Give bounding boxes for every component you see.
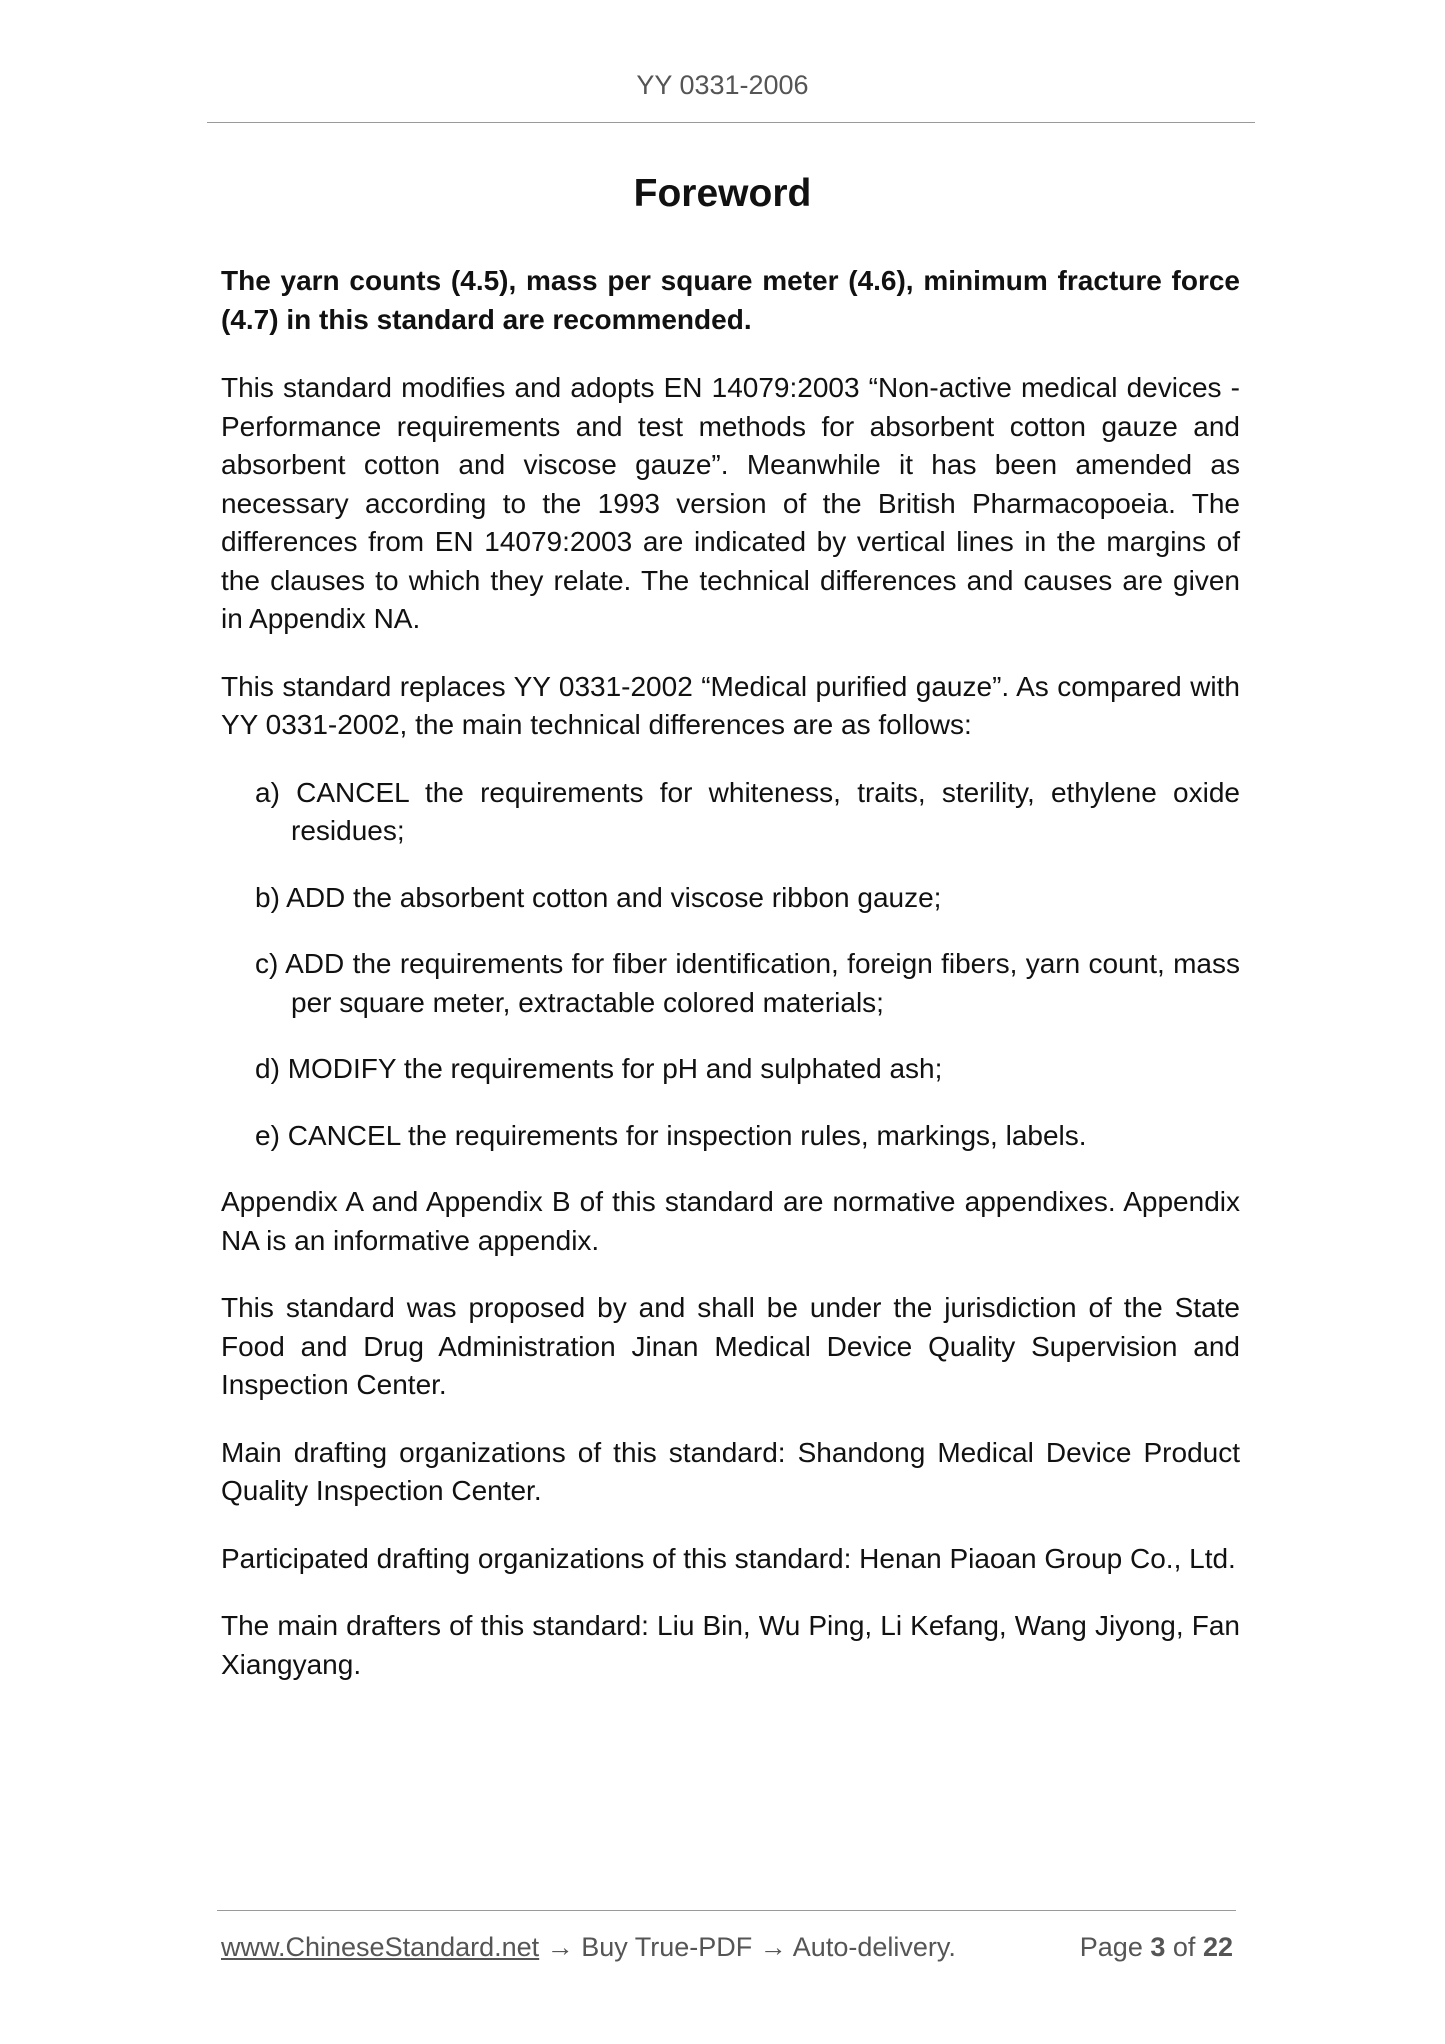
page-number (1080, 1932, 1233, 1963)
delivery-text: Auto-delivery. (792, 1932, 956, 1962)
website-link[interactable]: www.ChineseStandard.net (221, 1932, 540, 1962)
list-item-text: ADD the requirements for fiber identification, foreign fibers, yarn count, mass per square meter, extractable colored materials; (285, 948, 1240, 1018)
page-current: 3 (1150, 1932, 1166, 1962)
appendix-paragraph: Appendix A and Appendix B of this standard are normative appendixes. Appendix NA is an informative appendix. (221, 1186, 1240, 1256)
adoption-paragraph: This standard modifies and adopts EN 14079:2003 “Non-active medical devices - Performance requirements and test methods for absorbent cotton gauze and absorbent cotton and viscose gauze”. Meanwhile it has been amended as necessary according to the 1993 version of the British Pharmacopoeia. The differences from EN 14079:2003 are indicated by vertical lines in the margins of the clauses to which they relate. The technical differences and causes are given in Appendix NA. (221, 372, 1240, 634)
list-item (255, 774, 1240, 851)
differences-list (221, 774, 1240, 1156)
list-marker: d) (255, 1053, 280, 1084)
list-item (255, 1117, 1240, 1156)
list-item (255, 879, 1240, 918)
main-drafting-org-paragraph: Main drafting organizations of this standard: Shandong Medical Device Product Quality Inspection Center. (221, 1436, 1240, 1506)
list-marker: b) (255, 881, 280, 913)
page-total: 22 (1202, 1932, 1233, 1962)
running-header: YY 0331-2006 (636, 70, 809, 100)
list-item-text: CANCEL the requirements for whiteness, traits, sterility, ethylene oxide residues; (291, 776, 1240, 846)
replacement-paragraph: This standard replaces YY 0331-2002 “Medical purified gauze”. As compared with YY 0331-2002, the main technical differences are as follows: (221, 670, 1240, 740)
participating-org-paragraph: Participated drafting organizations of this standard: Henan Piaoan Group Co., Ltd. (221, 1542, 1236, 1574)
document-body (221, 262, 1240, 1713)
jurisdiction-paragraph: This standard was proposed by and shall be under the jurisdiction of the State Food and Drug Administration Jinan Medical Device Quality Supervision and Inspection Center. (221, 1292, 1240, 1400)
list-item-text: MODIFY the requirements for pH and sulphated ash; (287, 1053, 943, 1084)
recommendation-paragraph: The yarn counts (4.5), mass per square meter (4.6), minimum fracture force (4.7) in this standard are recommended. (221, 265, 1240, 335)
list-marker: c) (255, 948, 279, 979)
list-item-text: ADD the absorbent cotton and viscose ribbon gauze; (286, 881, 942, 913)
arrow-right-icon: → (759, 1932, 787, 1962)
list-item (255, 945, 1240, 1022)
header-divider (207, 122, 1255, 123)
list-item (255, 1050, 1240, 1089)
page-title: Foreword (633, 172, 812, 215)
footer-promo (221, 1932, 956, 1963)
page-label: Page (1079, 1932, 1143, 1962)
list-marker: e) (255, 1119, 280, 1151)
page-of: of (1172, 1932, 1196, 1962)
arrow-right-icon: → (546, 1932, 574, 1962)
list-item-text: CANCEL the requirements for inspection rules, markings, labels. (287, 1119, 1087, 1151)
drafters-paragraph: The main drafters of this standard: Liu Bin, Wu Ping, Li Kefang, Wang Jiyong, Fan Xiangyang. (221, 1610, 1240, 1680)
footer-divider (217, 1910, 1236, 1911)
list-marker: a) (255, 776, 280, 808)
buy-text: Buy True-PDF (581, 1932, 753, 1962)
